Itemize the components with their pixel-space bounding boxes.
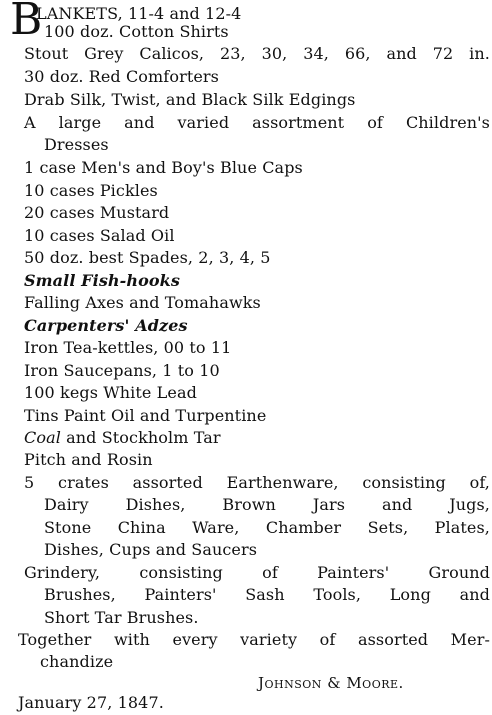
ad-line-caps: 1 case Men's and Boy's Blue Caps	[24, 158, 303, 177]
ad-line-cotton-shirts: 100 doz. Cotton Shirts	[44, 22, 229, 41]
ad-line-calicos: Stout Grey Calicos, 23, 30, 34, 66, and 72 in.	[24, 44, 490, 63]
coal-word: Coal	[24, 428, 61, 447]
ad-line-saucepans: Iron Saucepans, 1 to 10	[24, 361, 220, 380]
ad-line-axes: Falling Axes and Tomahawks	[24, 293, 261, 312]
ad-line-fish-hooks: Small Fish-hooks	[24, 271, 180, 290]
ad-line-salad-oil: 10 cases Salad Oil	[24, 226, 175, 245]
ad-line-together: Together with every variety of assorted Mer-	[18, 630, 490, 649]
ad-line-adzes: Carpenters' Adzes	[24, 316, 188, 335]
ad-line-grindery: Grindery, consisting of Painters' Ground	[24, 563, 490, 582]
ad-line-mustard: 20 cases Mustard	[24, 203, 170, 222]
ad-line-cups: Dishes, Cups and Saucers	[44, 540, 258, 559]
ad-line-silk-edgings: Drab Silk, Twist, and Black Silk Edgings	[24, 90, 356, 109]
ad-line-pitch: Pitch and Rosin	[24, 450, 153, 469]
ad-date: January 27, 1847.	[18, 693, 164, 712]
ad-line-brushes: Brushes, Painters' Sash Tools, Long and	[44, 585, 490, 604]
stockholm-tar: and Stockholm Tar	[66, 428, 221, 447]
ad-line-spades: 50 doz. best Spades, 2, 3, 4, 5	[24, 248, 271, 267]
ad-line-comforters: 30 doz. Red Comforters	[24, 67, 219, 86]
ad-line-coal-tar	[24, 427, 221, 449]
ad-line-blankets: LANKETS, 11-4 and 12-4	[36, 4, 242, 23]
ad-line-stone-china: Stone China Ware, Chamber Sets, Plates,	[44, 518, 490, 537]
ad-line-paint-oil: Tins Paint Oil and Turpentine	[24, 406, 267, 425]
ad-line-earthenware: 5 crates assorted Earthenware, consisting of,	[24, 473, 490, 492]
ad-line-childrens: A large and varied assortment of Children's	[24, 113, 490, 132]
ad-line-tea-kettles: Iron Tea-kettles, 00 to 11	[24, 338, 232, 357]
ad-line-tar-brushes: Short Tar Brushes.	[44, 608, 199, 627]
drop-cap: B	[10, 0, 43, 45]
ad-line-dresses: Dresses	[44, 135, 109, 154]
ad-line-merchandize: chandize	[40, 652, 114, 671]
ad-line-pickles: 10 cases Pickles	[24, 181, 158, 200]
ad-line-white-lead: 100 kegs White Lead	[24, 383, 197, 402]
ad-line-dairy-dishes: Dairy Dishes, Brown Jars and Jugs,	[44, 495, 490, 514]
signature: Johnson & Moore.	[258, 674, 404, 692]
